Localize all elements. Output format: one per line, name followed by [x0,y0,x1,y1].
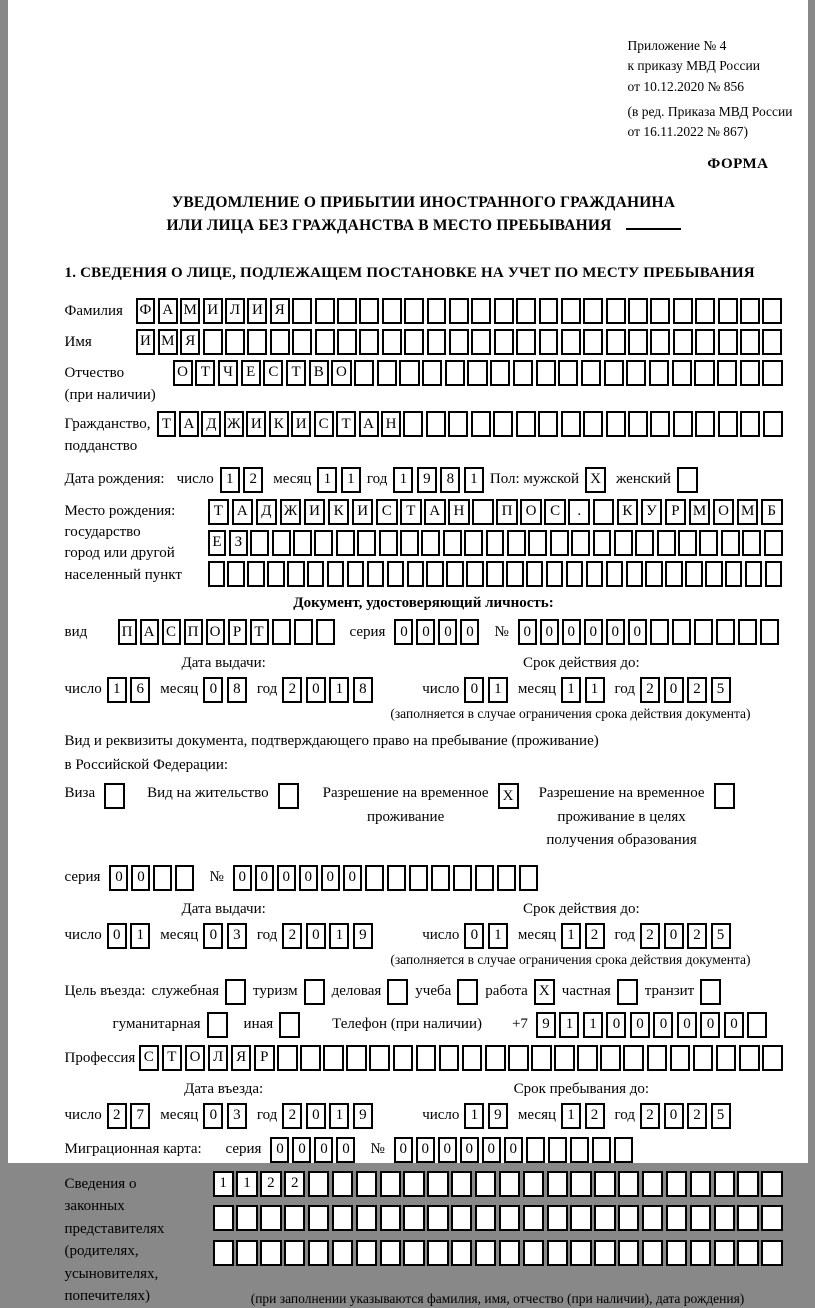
purpose-row2-phone-row: гуманитарная иная Телефон (при наличии) +7 9 1 1 0 0 0 0 0 0 [113,1012,783,1038]
doc-number-label: № [494,623,508,643]
identity-dates-row [65,654,783,703]
firstname-cells[interactable]: И М Я [136,329,783,355]
doc-number-cells[interactable]: 0 0 0 0 0 0 [518,619,779,645]
birth-place-cells-row3[interactable] [208,561,783,587]
stay-day-cells[interactable]: 1 9 [464,1103,508,1129]
option-visa: Виза [65,782,126,809]
title-line-1: УВЕДОМЛЕНИЕ О ПРИБЫТИИ ИНОСТРАННОГО ГРАЖДАНИНА [65,191,783,214]
purpose-humanitarian-checkbox[interactable] [207,1012,228,1038]
representatives-label: Сведения о законных представителях (родителях, усыновителях, попечителях) [65,1171,213,1308]
surname-cells[interactable]: Ф А М И Л И Я [136,298,783,324]
residence-issue-day-cells[interactable]: 0 1 [107,923,151,949]
annex-line: Приложение № 4 [628,36,815,56]
entry-purpose-row: Цель въезда: служебная туризм деловая учеба работа X частная транзит [65,979,783,1005]
phone-cells[interactable]: 9 1 1 0 0 0 0 0 0 [536,1012,768,1038]
residence-valid-day-cells[interactable]: 0 1 [464,923,508,949]
residence-options-row [65,782,783,852]
arrival-notification-form [8,0,808,1163]
issue-date-heading: Дата выдачи: [65,654,383,674]
identity-issue-month-cells[interactable]: 0 8 [203,677,247,703]
surname-row [65,298,783,324]
entry-dates-row [65,1080,783,1129]
purpose-business-checkbox[interactable] [387,979,408,1005]
identity-doc-heading: Документ, удостоверяющий личность: [65,594,783,614]
birth-place-cells-row2[interactable]: Е З [208,530,783,556]
representatives-cells-row3[interactable] [213,1240,783,1269]
sex-male-label: Пол: мужской [490,470,579,490]
identity-valid-group: Срок действия до: число 0 1 месяц 1 1 год 2 0 2 5 [422,654,740,703]
profession-label: Профессия [65,1045,139,1070]
stay-until-heading: Срок пребывания до: [422,1080,740,1100]
residence-issue-year-cells[interactable]: 2 0 1 9 [282,923,373,949]
residence-doc-heading1: Вид и реквизиты документа, подтверждающего право на пребывание (проживание) [65,732,783,752]
firstname-row [65,329,783,355]
entry-year-cells[interactable]: 2 0 1 9 [282,1103,373,1129]
sex-male-checkbox[interactable]: X [585,467,606,493]
residence-number-label: № [209,868,223,888]
patronymic-row [65,360,783,407]
residence-series-label: серия [65,868,101,888]
residence-valid-group: Срок действия до: число 0 1 месяц 1 2 год 2 0 2 5 [422,900,740,949]
phone-label: Телефон (при наличии) [332,1015,482,1035]
annex-line: от 10.12.2020 № 856 [628,77,815,97]
identity-valid-year-cells[interactable]: 2 0 2 5 [640,677,731,703]
purpose-official-checkbox[interactable] [225,979,246,1005]
birth-month-cells[interactable]: 1 1 [317,467,361,493]
representatives-block [65,1171,783,1308]
year-label: год [367,470,387,490]
annex-reference [628,36,815,142]
visa-checkbox[interactable] [104,783,125,809]
citizenship-label: Гражданство, подданство [65,411,157,458]
profession-cells[interactable]: С Т О Л Я Р [139,1045,783,1071]
residence-valid-month-cells[interactable]: 1 2 [561,923,605,949]
page-title [65,191,783,238]
option-residence-permit: Вид на жительство [147,782,298,809]
stay-month-cells[interactable]: 1 2 [561,1103,605,1129]
patronymic-label: Отчество (при наличии) [65,360,173,407]
birth-date-label: Дата рождения: [65,470,165,490]
purpose-study-checkbox[interactable] [457,979,478,1005]
identity-valid-month-cells[interactable]: 1 1 [561,677,605,703]
migration-number-cells[interactable]: 0 0 0 0 0 0 [394,1137,633,1163]
birth-date-row [65,467,783,493]
doc-series-label: серия [350,623,386,643]
restriction-note-2: (заполняется в случае ограничения срока действия документа) [65,951,783,969]
annex-line: от 16.11.2022 № 867) [628,122,815,142]
form-label: ФОРМА [65,155,783,175]
option-temp-residence-education: Разрешение на временное проживание в целях получения образования [539,782,735,852]
identity-issue-year-cells[interactable]: 2 0 1 8 [282,677,373,703]
representatives-cells-row2[interactable] [213,1205,783,1234]
entry-day-cells[interactable]: 2 7 [107,1103,151,1129]
birth-day-cells[interactable]: 1 2 [220,467,264,493]
doc-kind-label: вид [65,623,109,643]
migration-series-cells[interactable]: 0 0 0 0 [270,1137,355,1163]
sex-female-checkbox[interactable] [677,467,698,493]
doc-kind-cells[interactable]: П А С П О Р Т [118,619,335,645]
annex-line: к приказу МВД России [628,56,815,76]
annex-line: (в ред. Приказа МВД России [628,102,815,122]
identity-issue-day-cells[interactable]: 1 6 [107,677,151,703]
residence-permit-checkbox[interactable] [278,783,299,809]
month-label: месяц [273,470,311,490]
identity-issue-group: Дата выдачи: число 1 6 месяц 0 8 год 2 0 1 8 [65,654,383,703]
representatives-note: (при заполнении указываются фамилия, имя, отчество (при наличии), дата рождения) [213,1290,783,1308]
birth-place-label: Место рождения: государство город или другой населенный пункт [65,499,208,587]
title-line-2: ИЛИ ЛИЦА БЕЗ ГРАЖДАНСТВА В МЕСТО ПРЕБЫВАНИЯ [65,214,783,237]
firstname-label: Имя [65,329,136,354]
purpose-tourism-checkbox[interactable] [304,979,325,1005]
citizenship-cells[interactable]: Т А Д Ж И К И С Т А Н [157,411,783,437]
temp-residence-education-checkbox[interactable] [714,783,735,809]
birth-place-cells-row1[interactable]: Т А Д Ж И К И С Т А Н П О С . К У Р М О М Б [208,499,783,525]
purpose-other-checkbox[interactable] [279,1012,300,1038]
residence-series-cells[interactable]: 0 0 [109,865,194,891]
temp-residence-checkbox[interactable]: X [498,783,519,809]
residence-series-row [65,865,783,891]
doc-series-cells[interactable]: 0 0 0 0 [394,619,479,645]
section1-heading: 1. СВЕДЕНИЯ О ЛИЦЕ, ПОДЛЕЖАЩЕМ ПОСТАНОВКЕ НА УЧЕТ ПО МЕСТУ ПРЕБЫВАНИЯ [65,264,783,284]
valid-until-heading: Срок действия до: [422,654,740,674]
representatives-cells-row1[interactable]: 1 1 2 2 [213,1171,783,1200]
day-label: число [177,470,214,490]
entry-date-heading: Дата въезда: [65,1080,383,1100]
migration-card-label: Миграционная карта: [65,1140,217,1160]
patronymic-cells[interactable]: О Т Ч Е С Т В О [173,360,783,386]
title-blank-underline [626,215,681,230]
purpose-work-checkbox[interactable]: X [534,979,555,1005]
stay-year-cells[interactable]: 2 0 2 5 [640,1103,731,1129]
option-temp-residence: Разрешение на временное проживание X [323,782,519,829]
entry-date-group: Дата въезда: число 2 7 месяц 0 3 год 2 0 1 9 [65,1080,383,1129]
residence-issue-month-cells[interactable]: 0 3 [203,923,247,949]
profession-row [65,1045,783,1071]
residence-issue-group: Дата выдачи: число 0 1 месяц 0 3 год 2 0 1 9 [65,900,383,949]
migration-card-row [65,1137,783,1163]
phone-prefix: +7 [512,1015,528,1035]
residence-valid-year-cells[interactable]: 2 0 2 5 [640,923,731,949]
purpose-private-checkbox[interactable] [617,979,638,1005]
purpose-label: Цель въезда: [65,982,146,1002]
citizenship-row [65,411,783,458]
restriction-note: (заполняется в случае ограничения срока действия документа) [65,705,783,723]
residence-doc-heading2: в Российской Федерации: [65,756,783,776]
migration-number-label: № [370,1140,384,1160]
migration-series-label: серия [226,1140,262,1160]
entry-month-cells[interactable]: 0 3 [203,1103,247,1129]
birth-place-block [65,499,783,587]
identity-kind-row [65,619,783,645]
birth-year-cells[interactable]: 1 9 8 1 [393,467,484,493]
stay-until-group: Срок пребывания до: число 1 9 месяц 1 2 год 2 0 2 5 [422,1080,740,1129]
surname-label: Фамилия [65,298,136,323]
identity-valid-day-cells[interactable]: 0 1 [464,677,508,703]
residence-dates-row [65,900,783,949]
residence-number-cells[interactable]: 0 0 0 0 0 0 [233,865,538,891]
sex-female-label: женский [616,470,671,490]
purpose-transit-checkbox[interactable] [700,979,721,1005]
